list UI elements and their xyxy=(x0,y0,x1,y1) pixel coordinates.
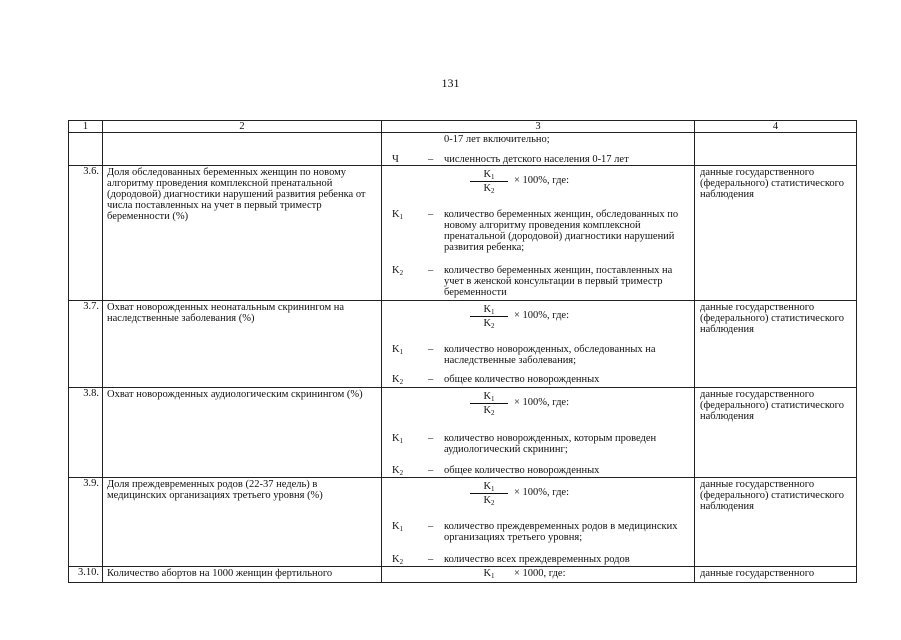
table-header-row xyxy=(69,121,857,133)
variable-label: $K_1$ xyxy=(392,433,404,445)
dash: – xyxy=(428,374,434,385)
page-number: 131 xyxy=(441,76,460,90)
formula-cell xyxy=(382,567,695,583)
row-number: 3.6. xyxy=(69,166,103,301)
column-header-1: 1 xyxy=(69,121,103,133)
definition-text: численность детского населения 0-17 лет xyxy=(444,154,629,165)
source-cell: данные государственного xyxy=(695,567,857,583)
variable-label: $K_2$ xyxy=(392,554,404,566)
dash: – xyxy=(428,344,434,355)
formula xyxy=(468,304,688,330)
variable-label: Ч xyxy=(392,154,399,165)
formula-multiplier: × 100%, где: xyxy=(514,487,569,498)
definition-text: количество всех преждевременных родов xyxy=(444,554,630,565)
fraction: $K_1$ $K_2$ xyxy=(468,391,510,416)
formula xyxy=(468,391,688,417)
source-cell: данные государственного (федерального) статистического наблюдения xyxy=(695,478,857,567)
column-header-4: 4 xyxy=(695,121,857,133)
fraction: $K_1$ xyxy=(483,568,495,580)
variable-label: $K_2$ xyxy=(392,465,404,477)
source-cell: данные государственного (федерального) статистического наблюдения xyxy=(695,301,857,388)
definition-text: количество беременных женщин, поставленных на учет в женской консультации в первый триместр беременности xyxy=(444,265,673,298)
definition-text: общее количество новорожденных xyxy=(444,374,600,385)
indicator-cell xyxy=(103,133,382,166)
row-number: 3.8. xyxy=(69,388,103,478)
formula-cell xyxy=(382,388,695,478)
indicator-cell: Охват новорожденных неонатальным скринингом на наследственные заболевания (%) xyxy=(103,301,382,388)
fraction: $K_1$ $K_2$ xyxy=(468,169,510,194)
formula-multiplier: × 1000, где: xyxy=(514,568,566,579)
row-number: 3.10. xyxy=(69,567,103,583)
indicator-cell: Доля обследованных беременных женщин по новому алгоритму проведения комплексной пренатальной (дородовой) диагностики нарушений развития ребенка от числа поставленных на учет в первый триместр беременности (%) xyxy=(103,166,382,301)
dash: – xyxy=(428,265,434,276)
formula xyxy=(468,481,688,507)
row-number: 3.9. xyxy=(69,478,103,567)
row-number: 3.7. xyxy=(69,301,103,388)
variable-label: $K_1$ xyxy=(392,521,404,533)
indicator-cell: Количество абортов на 1000 женщин фертильного xyxy=(103,567,382,583)
variable-label: $K_1$ xyxy=(392,209,404,221)
variable-label: $K_2$ xyxy=(392,374,404,386)
dash: – xyxy=(428,209,434,220)
formula-multiplier: × 100%, где: xyxy=(514,397,569,408)
variable-label: $K_2$ xyxy=(392,265,404,277)
definition-text: количество новорожденных, которым проведен аудиологический скрининг; xyxy=(444,433,657,455)
formula-multiplier: × 100%, где: xyxy=(514,175,569,186)
formula xyxy=(468,568,688,580)
fraction: $K_1$ $K_2$ xyxy=(468,481,510,506)
dash: – xyxy=(428,433,434,444)
formula-cell xyxy=(382,301,695,388)
indicator-cell: Доля преждевременных родов (22-37 недель) в медицинских организациях третьего уровня (%) xyxy=(103,478,382,567)
formula xyxy=(468,169,688,195)
table-row xyxy=(69,301,857,388)
source-cell: данные государственного (федерального) статистического наблюдения xyxy=(695,166,857,301)
table-row xyxy=(69,567,857,583)
table-row xyxy=(69,478,857,567)
variable-label: $K_1$ xyxy=(392,344,404,356)
row-number xyxy=(69,133,103,166)
definition-text: количество преждевременных родов в медицинских организациях третьего уровня; xyxy=(444,521,678,543)
table-row-continuation xyxy=(69,133,857,166)
formula-cell xyxy=(382,478,695,567)
source-cell: данные государственного (федерального) статистического наблюдения xyxy=(695,388,857,478)
formula-cell xyxy=(382,166,695,301)
table-row xyxy=(69,166,857,301)
formula-multiplier: × 100%, где: xyxy=(514,310,569,321)
fraction: $K_1$ $K_2$ xyxy=(468,304,510,329)
table-row xyxy=(69,388,857,478)
source-cell xyxy=(695,133,857,166)
column-header-2: 2 xyxy=(103,121,382,133)
dash: – xyxy=(428,521,434,532)
dash: – xyxy=(428,554,434,565)
definition-text: количество новорожденных, обследованных на наследственные заболевания; xyxy=(444,344,656,366)
definition-text: 0-17 лет включительно; xyxy=(444,134,550,145)
definition-text: общее количество новорожденных xyxy=(444,465,600,476)
column-header-3: 3 xyxy=(382,121,695,133)
definition-text: количество беременных женщин, обследованных по новому алгоритму проведения комплексной пренатальной (дородовой) диагностики нарушений развития ребенка; xyxy=(444,209,679,253)
indicator-cell: Охват новорожденных аудиологическим скринингом (%) xyxy=(103,388,382,478)
dash: – xyxy=(428,465,434,476)
formula-cell xyxy=(382,133,695,166)
indicators-table xyxy=(68,120,857,583)
dash: – xyxy=(428,154,434,165)
